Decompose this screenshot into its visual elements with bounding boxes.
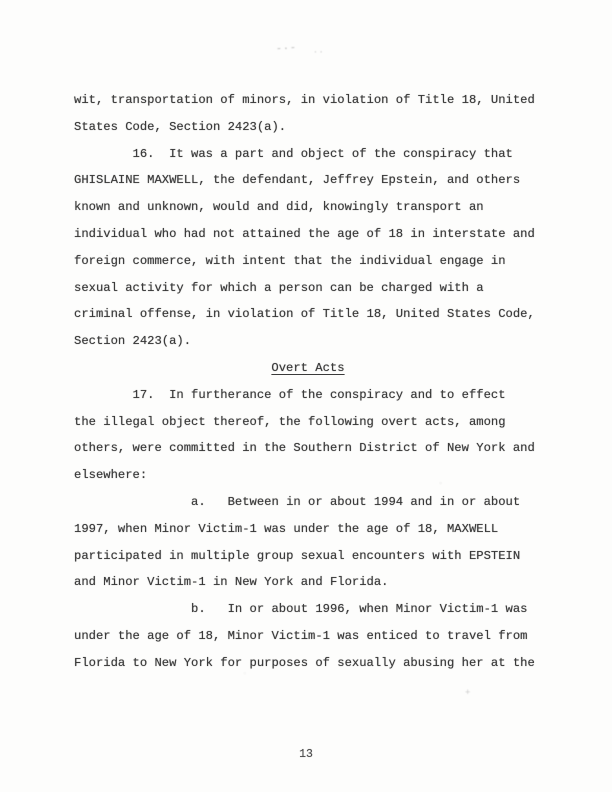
document-line: 17. In furtherance of the conspiracy and to effect: [74, 387, 506, 402]
section-heading-text: Overt Acts: [271, 360, 345, 375]
document-line: criminal offense, in violation of Title 18, United States Code,: [74, 307, 535, 322]
document-line: Florida to New York for purposes of sexually abusing her at the: [74, 655, 535, 670]
section-heading: [74, 355, 542, 382]
document-line: known and unknown, would and did, knowingly transport an: [74, 200, 484, 215]
document-line: 16. It was a part and object of the conspiracy that: [74, 146, 513, 161]
document-line: others, were committed in the Southern District of New York and: [74, 441, 535, 456]
scan-smudge-right: ··: [313, 48, 325, 57]
document-line: b. In or about 1996, when Minor Victim-1 was: [74, 602, 528, 617]
document-line: participated in multiple group sexual encounters with EPSTEIN: [74, 548, 521, 563]
document-line: foreign commerce, with intent that the individual engage in: [74, 253, 506, 268]
document-line: States Code, Section 2423(a).: [74, 119, 287, 134]
scan-speck-bottom: +: [465, 688, 472, 698]
document-line: sexual activity for which a person can be charged with a: [74, 280, 484, 295]
document-lines: [74, 87, 542, 677]
document-line: Section 2423(a).: [74, 334, 192, 349]
document-line: 1997, when Minor Victim-1 was under the age of 18, MAXWELL: [74, 521, 499, 536]
document-line: individual who had not attained the age of 18 in interstate and: [74, 226, 535, 241]
document-line: wit, transportation of minors, in violation of Title 18, United: [74, 93, 535, 107]
document-line: elsewhere:: [74, 468, 148, 483]
document-line: a. Between in or about 1994 and in or about: [74, 494, 521, 509]
document-line: under the age of 18, Minor Victim-1 was enticed to travel from: [74, 628, 528, 643]
document-line: GHISLAINE MAXWELL, the defendant, Jeffrey Epstein, and others: [74, 173, 521, 188]
scan-smudge-left: -·-: [275, 43, 298, 56]
document-line: and Minor Victim-1 in New York and Florida.: [74, 575, 389, 590]
page-number: 13: [299, 748, 313, 761]
document-line: the illegal object thereof, the following overt acts, among: [74, 414, 506, 429]
